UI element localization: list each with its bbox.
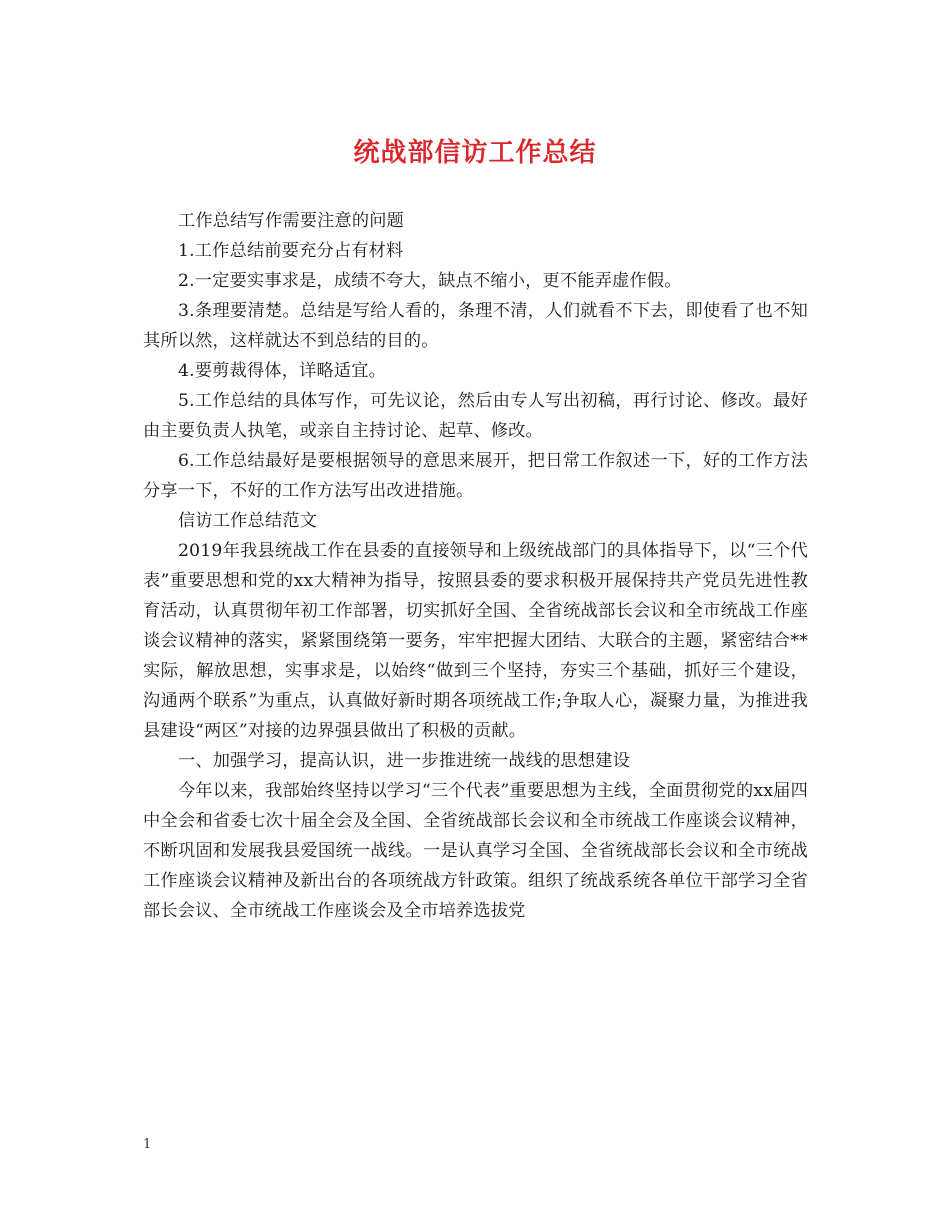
section-heading: 信访工作总结范文 (178, 511, 318, 531)
page-number: 1 (143, 1137, 152, 1152)
paragraph: 3.条理要清楚。总结是写给人看的，条理不清，人们就看不下去，即使看了也不知其所以然，这样就达不到总结的目的。 (143, 301, 808, 351)
paragraph: 5.工作总结的具体写作，可先议论，然后由专人写出初稿，再行讨论、修改。最好由主要负责人执笔，或亲自主持讨论、起草、修改。 (143, 391, 808, 441)
paragraph: 2019年我县统战工作在县委的直接领导和上级统战部门的具体指导下，以“三个代表”重要思想和党的xx大精神为指导，按照县委的要求积极开展保持共产党员先进性教育活动，认真贯彻年初工作部署，切实抓好全国、全省统战部长会议和全市统战工作座谈会议精神的落实，紧紧围绕第一要务，牢牢把握大团结、大联合的主题，紧密结合**实际，解放思想，实事求是，以始终“做到三个坚持，夯实三个基础，抓好三个建设，沟通两个联系”为重点，认真做好新时期各项统战工作;争取人心，凝聚力量，为推进我县建设“两区”对接的边界强县做出了积极的贡献。 (143, 541, 808, 741)
paragraph: 今年以来，我部始终坚持以学习“三个代表”重要思想为主线，全面贯彻党的xx届四中全会和省委七次十届全会及全国、全省统战部长会议和全市统战工作座谈会议精神，不断巩固和发展我县爱国统一战线。一是认真学习全国、全省统战部长会议和全市统战工作座谈会议精神及新出台的各项统战方针政策。组织了统战系统各单位干部学习全省部长会议、全市统战工作座谈会及全市培养选拔党 (143, 781, 808, 921)
document-title: 统战部信访工作总结 (353, 138, 597, 168)
paragraph: 2.一定要实事求是，成绩不夸大，缺点不缩小，更不能弄虚作假。 (178, 271, 682, 291)
paragraph: 4.要剪裁得体，详略适宜。 (178, 361, 387, 381)
paragraph: 1.工作总结前要充分占有材料 (178, 241, 404, 261)
paragraph: 工作总结写作需要注意的问题 (178, 211, 405, 231)
paragraph: 6.工作总结最好是要根据领导的意思来展开，把日常工作叙述一下，好的工作方法分享一下，不好的工作方法写出改进措施。 (143, 451, 808, 501)
document-body (143, 206, 808, 926)
section-heading: 一、加强学习，提高认识，进一步推进统一战线的思想建设 (178, 751, 631, 771)
